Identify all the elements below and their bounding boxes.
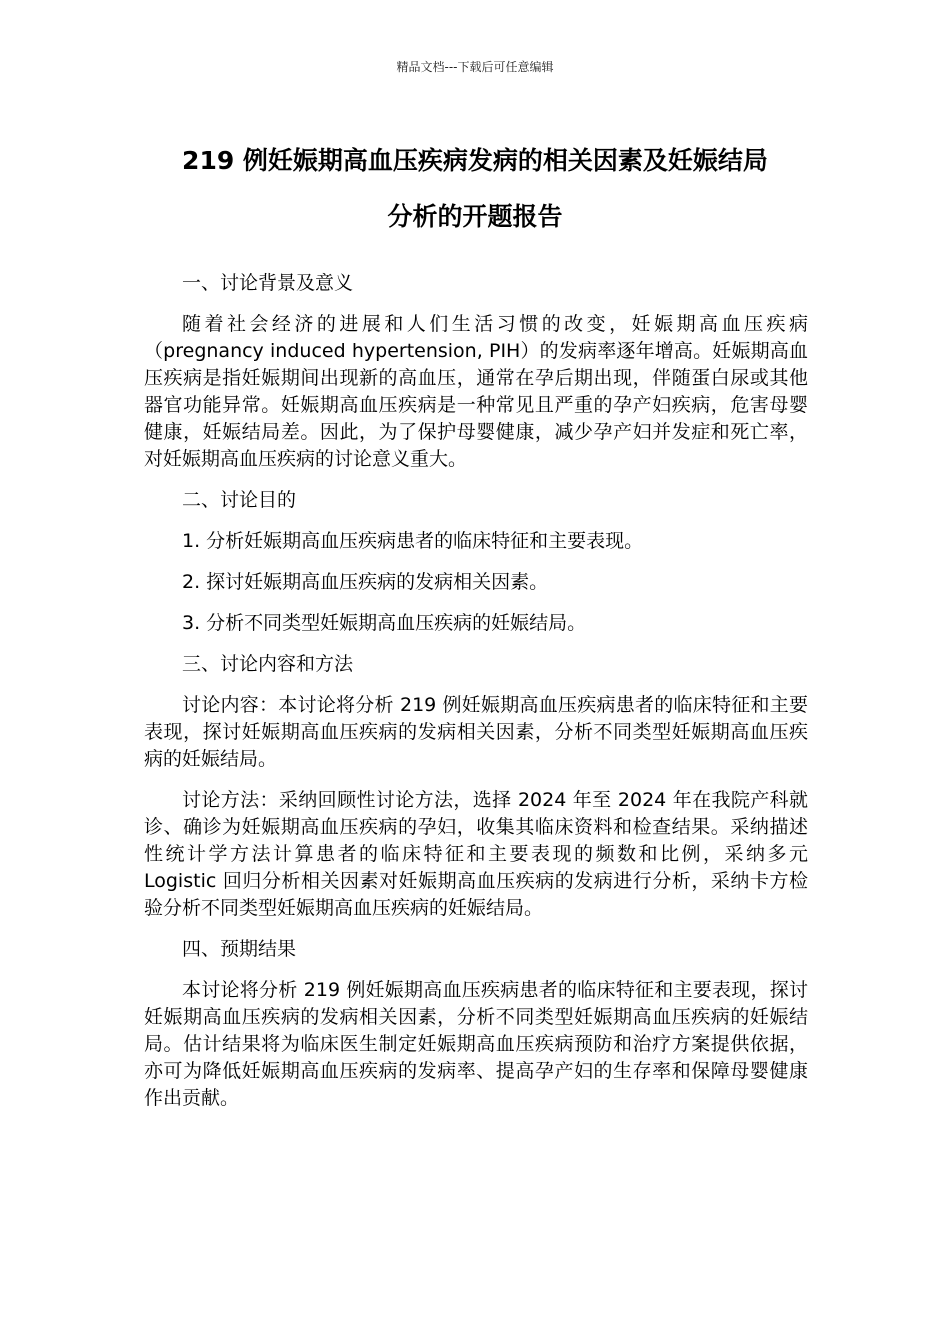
section-heading-expected-results: 四、预期结果 xyxy=(182,938,297,960)
title-line-2: 分析的开题报告 xyxy=(387,202,563,231)
objective-item: 2. 探讨妊娠期高血压疾病的发病相关因素。 xyxy=(182,571,549,593)
paragraph-background: 随着社会经济的进展和人们生活习惯的改变，妊娠期高血压疾病（pregnancy induced hypertension, PIH）的发病率逐年增高。妊娠期高血压疾病是指妊娠期间出现新的高血压，通常在孕后期出现，伴随蛋白尿或其他器官功能异常。妊娠期高血压疾病是一种常见且严重的孕产妇疾病，危害母婴健康，妊娠结局差。因此，为了保护母婴健康，减少孕产妇并发症和死亡率，对妊娠期高血压疾病的讨论意义重大。 xyxy=(144,313,808,470)
section-heading-background: 一、讨论背景及意义 xyxy=(182,272,354,294)
paragraph-content: 讨论内容：本讨论将分析 219 例妊娠期高血压疾病患者的临床特征和主要表现，探讨妊娠期高血压疾病的发病相关因素，分析不同类型妊娠期高血压疾病的妊娠结局。 xyxy=(144,694,808,770)
objective-item: 3. 分析不同类型妊娠期高血压疾病的妊娠结局。 xyxy=(182,612,587,634)
header-note: 精品文档---下载后可任意编辑 xyxy=(396,60,554,74)
objective-item: 1. 分析妊娠期高血压疾病患者的临床特征和主要表现。 xyxy=(182,530,644,552)
section-heading-objectives: 二、讨论目的 xyxy=(182,489,297,511)
title-line-1: 219 例妊娠期高血压疾病发病的相关因素及妊娠结局 xyxy=(182,146,768,175)
document-body xyxy=(144,270,808,1126)
paragraph-expected-results: 本讨论将分析 219 例妊娠期高血压疾病患者的临床特征和主要表现，探讨妊娠期高血压疾病的发病相关因素，分析不同类型妊娠期高血压疾病的妊娠结局。估计结果将为临床医生制定妊娠期高血压疾病预防和治疗方案提供依据，亦可为降低妊娠期高血压疾病的发病率、提高孕产妇的生存率和保障母婴健康作出贡献。 xyxy=(144,979,808,1109)
paragraph-methods: 讨论方法：采纳回顾性讨论方法，选择 2024 年至 2024 年在我院产科就诊、确诊为妊娠期高血压疾病的孕妇，收集其临床资料和检查结果。采纳描述性统计学方法计算患者的临床特征和主要表现的频数和比例，采纳多元 Logistic 回归分析相关因素对妊娠期高血压疾病的发病进行分析，采纳卡方检验分析不同类型妊娠期高血压疾病的妊娠结局。 xyxy=(144,789,808,919)
section-heading-content-methods: 三、讨论内容和方法 xyxy=(182,653,354,675)
document-title xyxy=(100,133,850,245)
